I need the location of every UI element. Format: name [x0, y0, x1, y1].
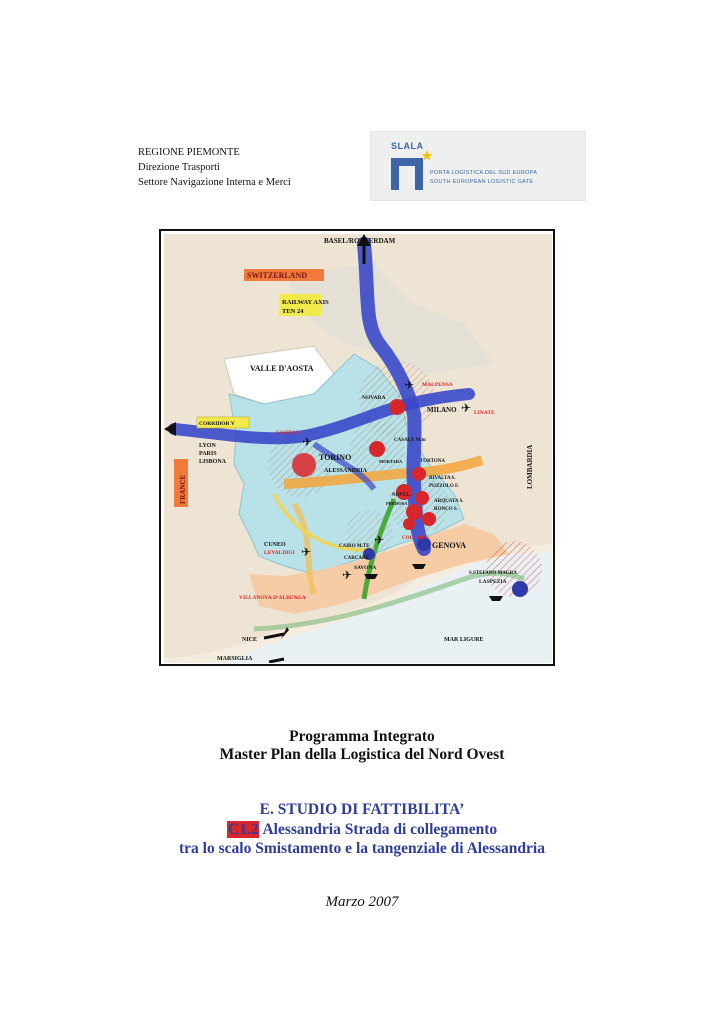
- map-label-carcare: CARCARE: [344, 556, 369, 561]
- map-label-lisbona: LISBONA: [199, 459, 227, 465]
- map-label-rivalta: RIVALTA S.: [429, 476, 456, 481]
- svg-text:✈: ✈: [301, 545, 312, 559]
- study-heading: E. STUDIO DI FATTIBILITA’: [259, 801, 465, 818]
- issuer-block: [138, 145, 291, 190]
- logistics-map: [159, 229, 555, 666]
- map-label-lombardia: LOMBARDIA: [526, 444, 534, 489]
- map-label-france: FRANCE: [179, 474, 187, 504]
- logo-name: SLALA: [391, 141, 424, 151]
- map-label-tortona: TORTONA: [420, 459, 445, 464]
- issuer-dept: Direzione Trasporti: [138, 162, 220, 173]
- map-label-alessandria: ALESSANDRIA: [324, 468, 368, 474]
- map-label-levaldigi: LEVALDIGI: [264, 550, 295, 556]
- map-label-pozzolo: POZZOLO F.: [429, 484, 459, 489]
- map-label-caselle: CASELLE: [276, 431, 300, 436]
- map-label-corridor: CORRIDOR V: [199, 421, 235, 427]
- map-label-milano: MILANO: [427, 406, 457, 414]
- map-label-cuneo: CUNEO: [264, 542, 286, 548]
- study-code-badge: C1.2: [227, 821, 259, 838]
- programme-title: Programma Integrato: [289, 728, 435, 745]
- study-subtitle: [0, 821, 724, 839]
- map-label-railway-2: TEN 24: [282, 308, 304, 315]
- map-label-basel: BASEL/ROTTERDAM: [324, 237, 396, 245]
- map-label-torino: TORINO: [319, 453, 352, 462]
- issuer-org: REGIONE PIEMONTE: [138, 147, 240, 158]
- document-date: Marzo 2007: [325, 894, 399, 910]
- map-label-savona: SAVONA: [354, 565, 377, 571]
- map-label-paris: PARIS: [199, 451, 217, 457]
- map-label-mar: MAR LIGURE: [444, 637, 484, 643]
- svg-text:✈: ✈: [374, 533, 385, 547]
- map-label-novi: NOVI L.: [392, 493, 411, 498]
- svg-text:✈: ✈: [404, 378, 415, 392]
- map-label-colombo: COLOMBO: [402, 536, 429, 541]
- map-label-stefano: S.STEFANO MAGRA: [469, 571, 517, 576]
- map-label-switzerland: SWITZERLAND: [247, 271, 308, 280]
- study-subtitle-line2: tra lo scalo Smistamento e la tangenziale di Alessandria: [179, 840, 545, 857]
- map-label-mortara: MORTARA: [379, 459, 403, 464]
- map-label-railway-1: RAILWAY AXIS: [282, 299, 329, 306]
- map-label-valle: VALLE D'AOSTA: [250, 364, 314, 373]
- study-subtitle-text: Alessandria Strada di collegamento: [259, 821, 498, 838]
- map-label-novara: NOVARA: [362, 395, 386, 401]
- logo-tagline-it: PORTA LOGISTICA DEL SUD EUROPA: [430, 170, 538, 176]
- map-label-laspezia: LASPEZIA: [479, 579, 507, 585]
- map-label-arquata: ARQUATA S.: [434, 499, 464, 504]
- map-label-cairo: CAIRO M.TE: [339, 544, 370, 549]
- slala-logo: [370, 131, 586, 201]
- map-label-marsiglia: MARSIGLIA: [217, 656, 253, 662]
- map-label-lyon: LYON: [199, 443, 216, 449]
- map-label-casale: CASALE M.to: [394, 438, 426, 443]
- svg-text:✈: ✈: [302, 435, 313, 449]
- map-illustration: [164, 234, 552, 663]
- masterplan-title: Master Plan della Logistica del Nord Ovest: [219, 746, 505, 763]
- map-label-ronco: RONCO S.: [434, 507, 458, 512]
- map-label-villanova: VILLANOVA D'ALBENGA: [239, 595, 306, 601]
- map-label-malpensa: MALPENSA: [422, 382, 453, 388]
- logo-tagline-en: SOUTH EUROPEAN LOGISTIC GATE: [430, 179, 534, 185]
- map-label-nice: NICE: [242, 637, 258, 643]
- map-label-predosa: PREDOSA: [386, 501, 408, 506]
- svg-text:✈: ✈: [461, 401, 472, 415]
- map-label-genova: GENOVA: [432, 541, 467, 550]
- map-label-linate: LINATE: [474, 410, 495, 416]
- issuer-sector: Settore Navigazione Interna e Merci: [138, 177, 291, 188]
- svg-text:✈: ✈: [342, 568, 353, 582]
